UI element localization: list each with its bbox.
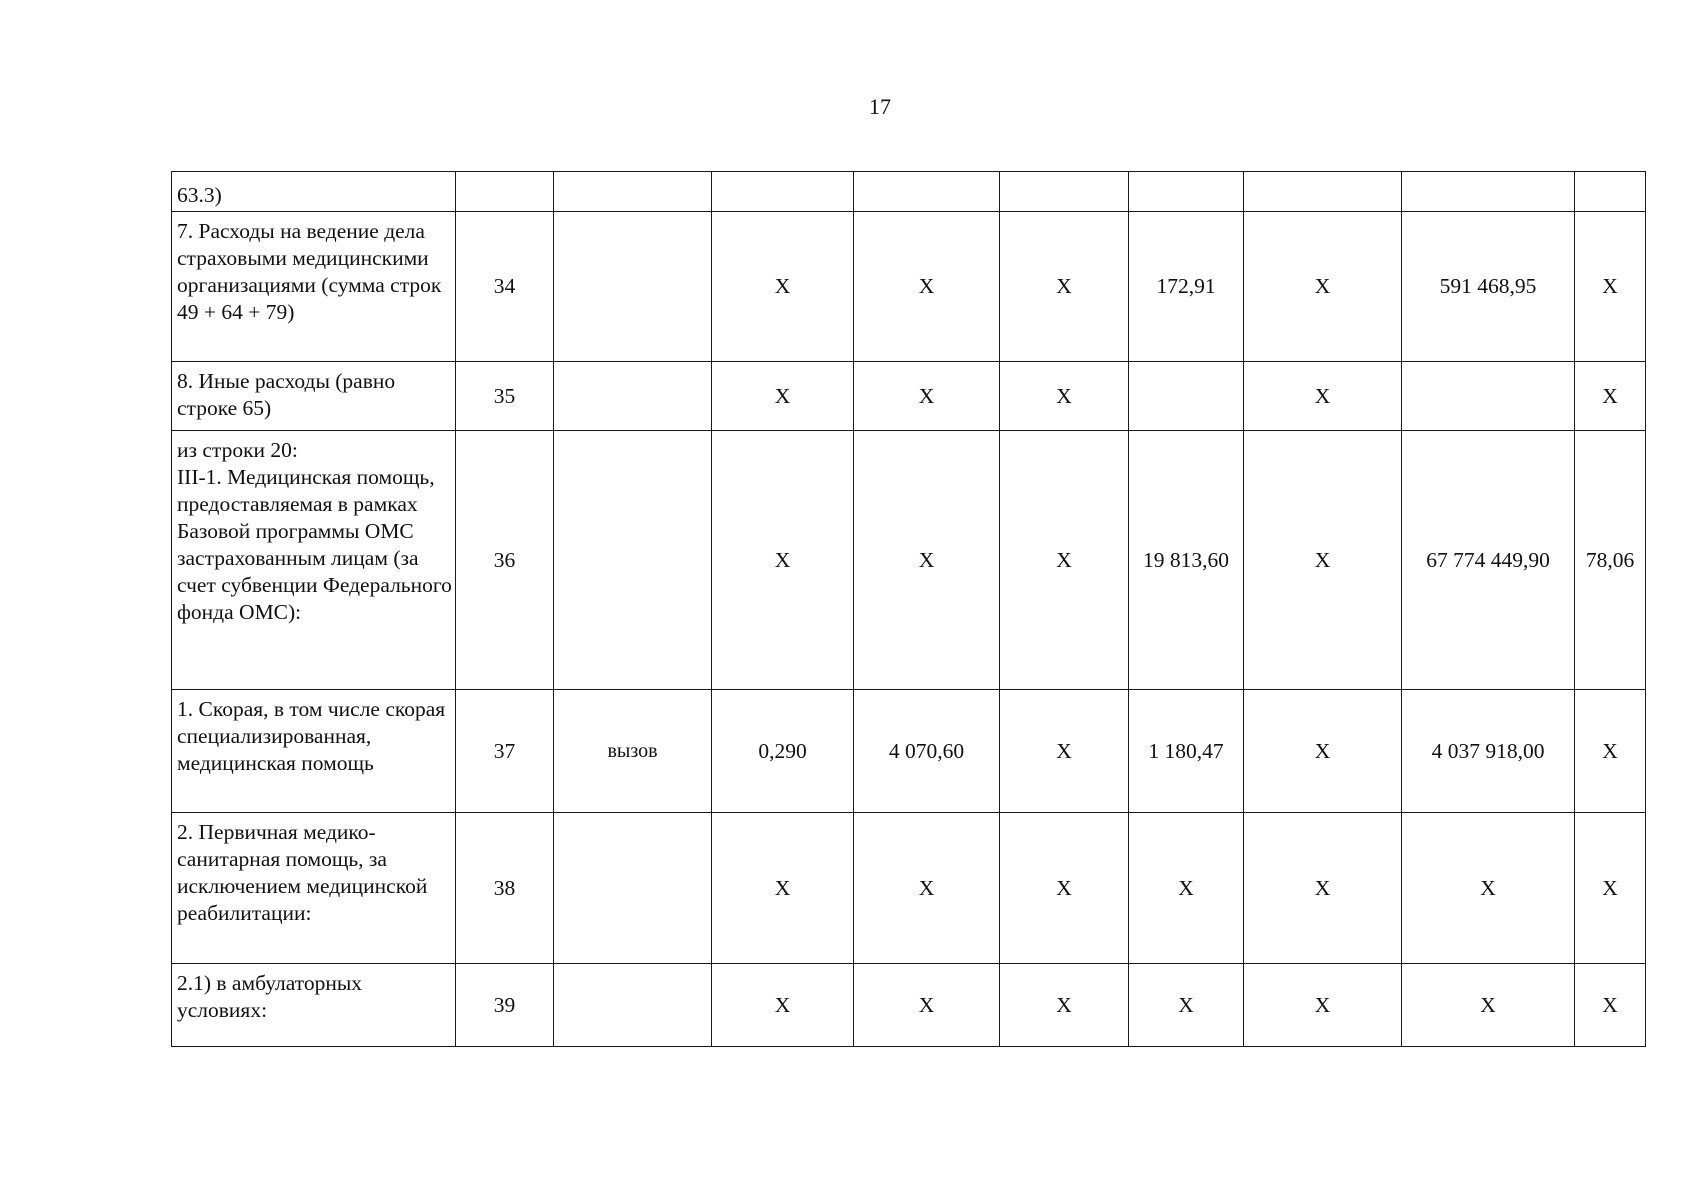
cell-value	[854, 172, 1000, 212]
cell-value	[1402, 172, 1575, 212]
cell-value	[1244, 172, 1402, 212]
cell-value: X	[1575, 362, 1646, 431]
data-table	[171, 171, 1646, 1047]
table-row	[172, 690, 1646, 813]
cell-line-number: 39	[456, 964, 554, 1047]
cell-unit	[554, 362, 712, 431]
cell-value: 0,290	[712, 690, 854, 813]
cell-line-number: 38	[456, 813, 554, 964]
cell-value: X	[712, 813, 854, 964]
row-label: 1. Скорая, в том числе скорая специализированная, медицинская помощь	[172, 690, 456, 813]
cell-value: X	[1575, 690, 1646, 813]
cell-value: X	[854, 431, 1000, 690]
cell-value: 19 813,60	[1129, 431, 1244, 690]
cell-value: 172,91	[1129, 212, 1244, 362]
row-label: 63.3)	[172, 172, 456, 212]
cell-value: X	[1244, 362, 1402, 431]
cell-value	[1402, 362, 1575, 431]
cell-line-number: 37	[456, 690, 554, 813]
cell-value: X	[854, 212, 1000, 362]
cell-unit	[554, 813, 712, 964]
cell-value: X	[1000, 964, 1129, 1047]
cell-value	[1000, 172, 1129, 212]
cell-value: 1 180,47	[1129, 690, 1244, 813]
cell-value: X	[1000, 690, 1129, 813]
cell-value: X	[1244, 690, 1402, 813]
cell-value: X	[1575, 212, 1646, 362]
cell-value	[1129, 362, 1244, 431]
cell-value: X	[1000, 212, 1129, 362]
cell-unit	[554, 964, 712, 1047]
table-row	[172, 212, 1646, 362]
row-label: 7. Расходы на ведение дела страховыми медицинскими организациями (сумма строк 49 + 64 + 79)	[172, 212, 456, 362]
cell-value: X	[712, 362, 854, 431]
row-label: из строки 20: III-1. Медицинская помощь, предоставляемая в рамках Базовой программы ОМС застрахованным лицам (за счет субвенции Федерального фонда ОМС):	[172, 431, 456, 690]
cell-line-number	[456, 172, 554, 212]
table-row	[172, 172, 1646, 212]
cell-value: X	[1244, 431, 1402, 690]
cell-value: X	[712, 964, 854, 1047]
page-number: 17	[869, 94, 891, 119]
cell-value: X	[1129, 813, 1244, 964]
cell-value: X	[1244, 813, 1402, 964]
cell-line-number: 34	[456, 212, 554, 362]
cell-value	[712, 172, 854, 212]
cell-value: X	[1402, 964, 1575, 1047]
cell-value: X	[1244, 964, 1402, 1047]
cell-value: X	[1575, 813, 1646, 964]
table-row	[172, 964, 1646, 1047]
cell-value	[1575, 172, 1646, 212]
cell-value: X	[1575, 964, 1646, 1047]
row-label: 8. Иные расходы (равно строке 65)	[172, 362, 456, 431]
row-label: 2. Первичная медико-санитарная помощь, за исключением медицинской реабилитации:	[172, 813, 456, 964]
cell-value: X	[854, 813, 1000, 964]
cell-value: X	[1000, 813, 1129, 964]
cell-unit	[554, 431, 712, 690]
cell-value: X	[712, 431, 854, 690]
cell-value: X	[1402, 813, 1575, 964]
cell-unit	[554, 212, 712, 362]
cell-value: 4 070,60	[854, 690, 1000, 813]
cell-value: X	[1000, 362, 1129, 431]
cell-value: X	[1129, 964, 1244, 1047]
cell-value: 67 774 449,90	[1402, 431, 1575, 690]
cell-value: X	[854, 964, 1000, 1047]
cell-line-number: 36	[456, 431, 554, 690]
cell-value: X	[854, 362, 1000, 431]
cell-value	[1129, 172, 1244, 212]
cell-value: X	[1244, 212, 1402, 362]
row-label: 2.1) в амбулаторных условиях:	[172, 964, 456, 1047]
table-row	[172, 813, 1646, 964]
cell-unit	[554, 172, 712, 212]
cell-value: X	[1000, 431, 1129, 690]
cell-unit: вызов	[554, 690, 712, 813]
cell-value: 4 037 918,00	[1402, 690, 1575, 813]
cell-value: 591 468,95	[1402, 212, 1575, 362]
table-row	[172, 431, 1646, 690]
table-row	[172, 362, 1646, 431]
cell-value: X	[712, 212, 854, 362]
cell-value: 78,06	[1575, 431, 1646, 690]
cell-line-number: 35	[456, 362, 554, 431]
